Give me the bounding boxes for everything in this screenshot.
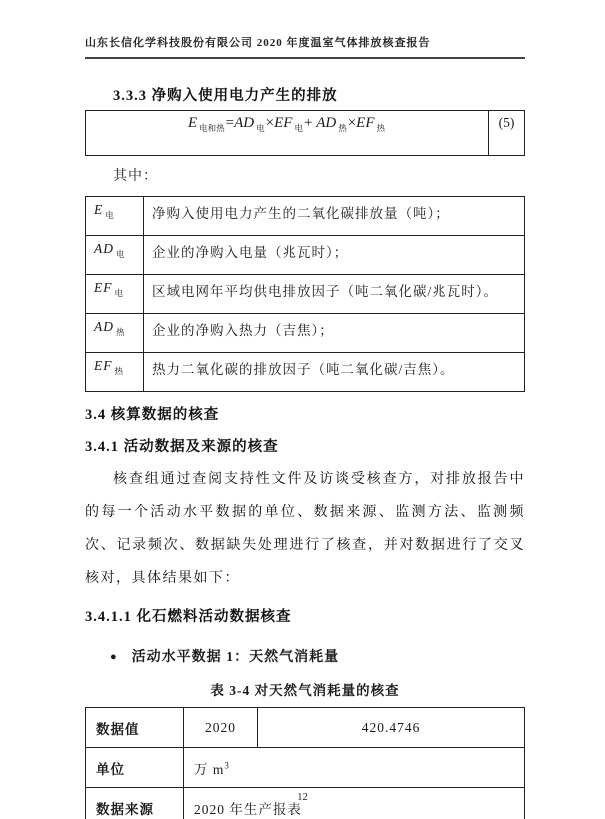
symbol-definitions-table [85,196,525,392]
formula-sub-ad-h: 热 [338,123,347,133]
formula-term-e: E [187,115,198,131]
symbol-cell [86,236,144,275]
symbol-cell [86,314,144,353]
page-header [85,34,525,59]
table-row [86,197,525,236]
definition-cell: 区域电网年平均供电排放因子（吨二氧化碳/兆瓦时）。 [144,275,525,314]
unit-value-text: 万 m [194,761,225,777]
data-source-label: 数据来源 [86,788,184,819]
symbol-term: EF [94,280,113,295]
formula-sub-ef-h: 热 [376,123,386,133]
symbol-term: AD [94,241,114,256]
equals-sign: = [225,115,235,131]
where-label: 其中： [113,169,158,184]
formula-term-ad-h: AD [316,115,337,131]
symbol-cell [86,275,144,314]
symbol-subscript: 热 [114,366,124,376]
definition-cell: 热力二氧化碳的排放因子（吨二氧化碳/吉焦）。 [144,353,525,392]
table-row [86,708,525,748]
times-sign-1: × [265,115,275,131]
unit-label: 单位 [86,748,184,788]
section-3-3-3-heading: 3.3.3 净购入使用电力产生的排放 [113,88,338,104]
report-header-title: 山东长信化学科技股份有限公司 2020 年度温室气体排放核查报告 [85,34,525,59]
symbol-subscript: 电 [116,249,125,259]
table-row [86,236,525,275]
unit-value-cell [184,748,525,788]
formula-sub-e: 电和热 [199,123,225,133]
section-3-4-1-heading: 3.4.1 活动数据及来源的核查 [85,439,279,455]
symbol-term: AD [94,319,114,334]
formula-sub-ad-e: 电 [256,123,265,133]
formula-term-ad-e: AD [234,115,255,131]
table-row [86,275,525,314]
data-value-cell: 420.4746 [258,708,525,748]
symbol-cell [86,197,144,236]
symbol-subscript: 电 [114,288,124,298]
section-3-4-1-1-heading: 3.4.1.1 化石燃料活动数据核查 [85,609,292,625]
table-row [86,353,525,392]
page-number: 12 [297,792,308,803]
unit-superscript: 3 [224,760,230,770]
data-value-label: 数据值 [86,708,184,748]
formula-term-ef-h: EF [356,115,375,131]
activity-data-item [85,646,525,666]
symbol-subscript: 热 [116,327,125,337]
times-sign-2: × [347,115,357,131]
plus-sign: + [303,115,317,131]
data-source-cell: 2020 年生产报表 [184,788,525,819]
definition-cell: 净购入使用电力产生的二氧化碳排放量（吨）； [144,197,525,236]
formula-5-box [85,110,525,156]
table-row [86,748,525,788]
table-3-4-caption: 表 3-4 对天然气消耗量的核查 [210,683,400,698]
formula-expression [86,111,488,155]
bullet-icon: ● [110,651,118,663]
symbol-subscript: 电 [105,210,114,220]
data-year-cell: 2020 [184,708,258,748]
definition-cell: 企业的净购入热力（吉焦）； [144,314,525,353]
formula-term-ef-e: EF [274,115,293,131]
symbol-term: EF [94,358,113,373]
definition-cell: 企业的净购入电量（兆瓦时）； [144,236,525,275]
verification-paragraph: 核查组通过查阅支持性文件及访谈受核查方，对排放报告中的每一个活动水平数据的单位、数据来源、监测方法、监测频次、记录频次、数据缺失处理进行了核查，并对数据进行了交叉核对，具体结果如下： [85,472,525,586]
section-3-4-heading: 3.4 核算数据的核查 [85,407,220,423]
symbol-term: E [94,202,104,217]
activity-data-label: 活动水平数据 1：天然气消耗量 [131,650,340,665]
formula-sub-ef-e: 电 [294,123,303,133]
symbol-cell [86,353,144,392]
table-row [86,314,525,353]
formula-equation-number: (5) [488,111,524,155]
